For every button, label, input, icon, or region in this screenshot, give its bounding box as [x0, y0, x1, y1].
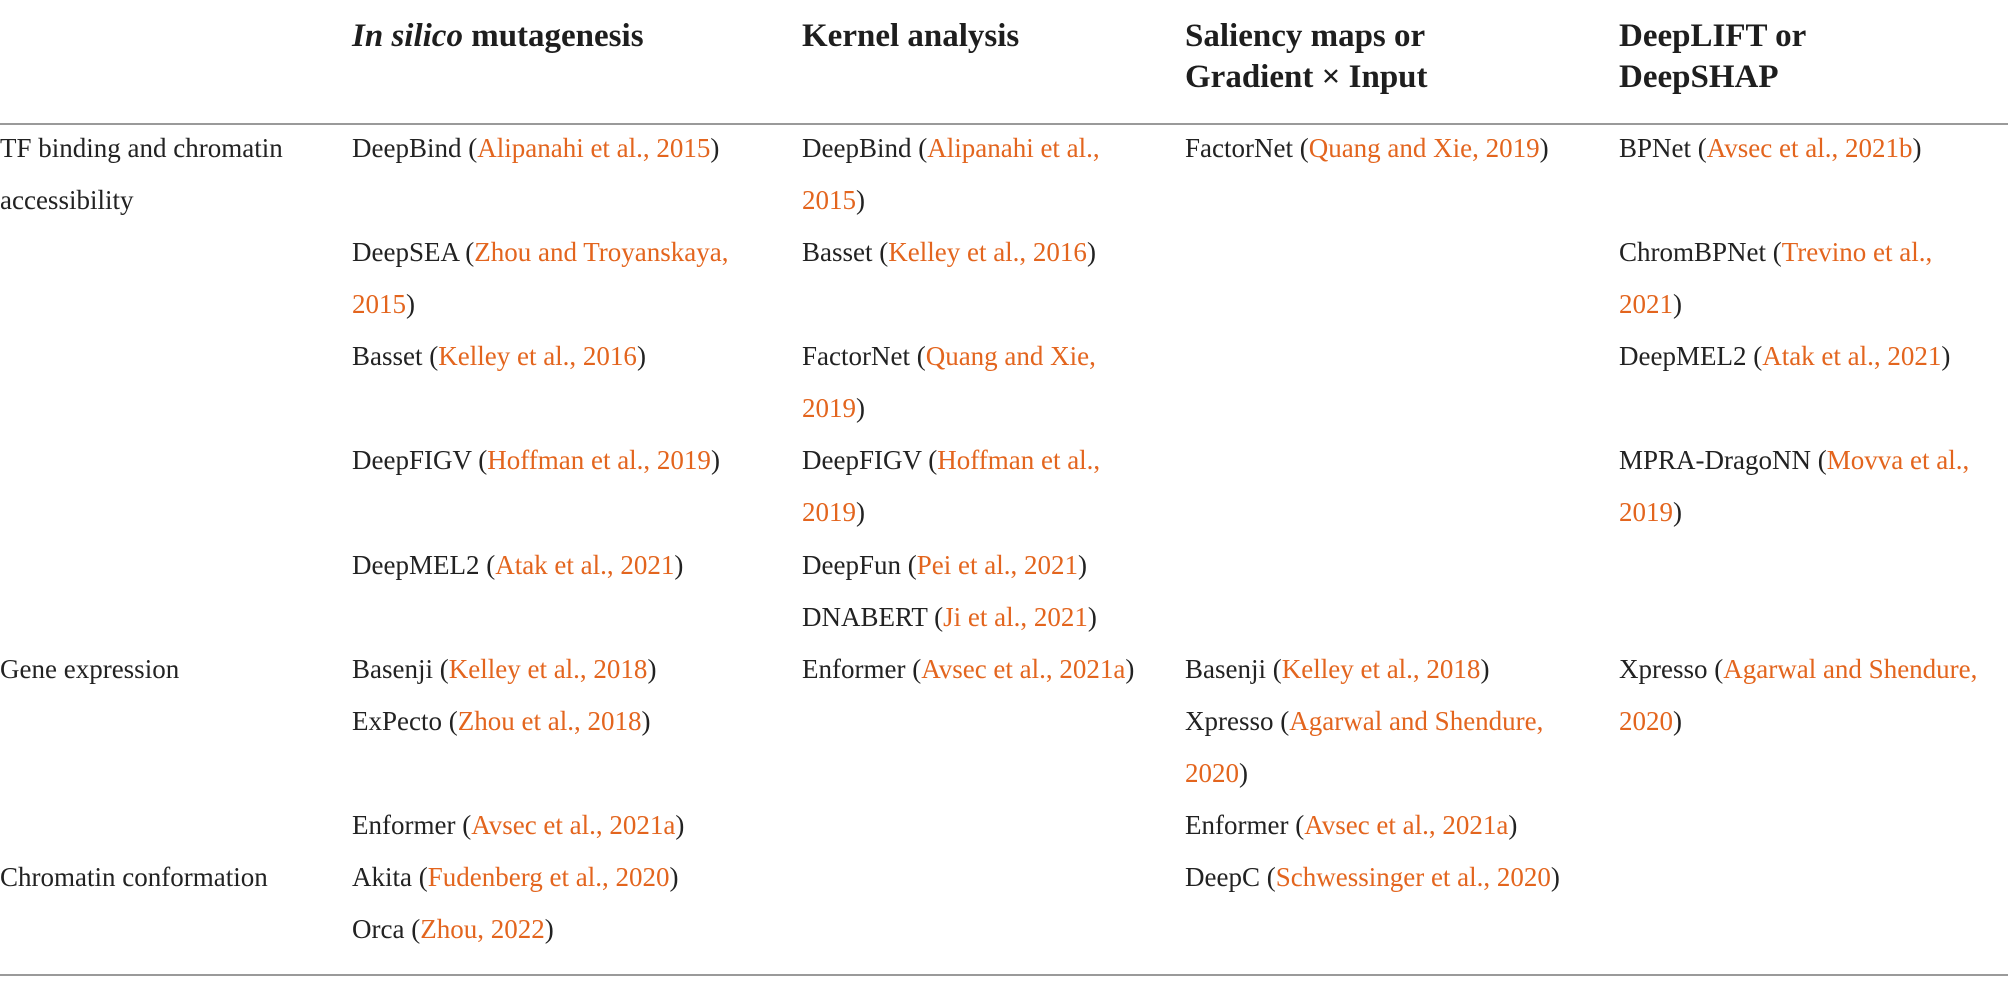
citation-link[interactable]: Avsec et al., 2021a: [1304, 810, 1509, 840]
citation-link[interactable]: Avsec et al., 2021a: [471, 810, 676, 840]
table-cell: Basset (Kelley et al., 2016): [352, 341, 646, 371]
table-cell: Xpresso (Agarwal and Shendure, 2020): [1185, 706, 1544, 788]
table-cell: BPNet (Avsec et al., 2021b): [1619, 133, 1922, 163]
table-cell: Basenji (Kelley et al., 2018): [1185, 654, 1490, 684]
citation-link[interactable]: Trevino et al., 2021: [1619, 237, 1933, 319]
row-label-gene-expression: Gene expression: [0, 654, 180, 684]
citation-link[interactable]: Avsec et al., 2021b: [1706, 133, 1913, 163]
table-cell: DeepBind (Alipanahi et al., 2015): [802, 133, 1100, 215]
citation-link[interactable]: Pei et al., 2021: [916, 550, 1078, 580]
table-cell: FactorNet (Quang and Xie, 2019): [802, 341, 1096, 423]
table-cell: DeepSEA (Zhou and Troyanskaya, 2015): [352, 237, 729, 319]
citation-link[interactable]: Hoffman et al., 2019: [487, 445, 711, 475]
citation-link[interactable]: Avsec et al., 2021a: [921, 654, 1126, 684]
citation-link[interactable]: Kelley et al., 2018: [1281, 654, 1481, 684]
row-label-chromatin-conformation: Chromatin conformation: [0, 862, 268, 892]
table-cell: DeepFIGV (Hoffman et al., 2019): [802, 445, 1101, 527]
citation-link[interactable]: Agarwal and Shendure, 2020: [1619, 654, 1978, 736]
citation-link[interactable]: Quang and Xie, 2019: [1308, 133, 1540, 163]
citation-link[interactable]: Ji et al., 2021: [943, 602, 1088, 632]
citation-link[interactable]: Quang and Xie, 2019: [802, 341, 1096, 423]
table-cell: Basenji (Kelley et al., 2018): [352, 654, 657, 684]
table-cell: MPRA-DragoNN (Movva et al., 2019): [1619, 445, 1970, 527]
bottom-rule: [0, 974, 2008, 976]
table-cell: DeepMEL2 (Atak et al., 2021): [352, 550, 684, 580]
row-label-tf-binding: TF binding and chromatin accessibility: [0, 133, 283, 215]
table-cell: Orca (Zhou, 2022): [352, 914, 554, 944]
citation-link[interactable]: Hoffman et al., 2019: [802, 445, 1101, 527]
table-cell: DeepFun (Pei et al., 2021): [802, 550, 1087, 580]
table-cell: Akita (Fudenberg et al., 2020): [352, 862, 679, 892]
table-cell: DeepMEL2 (Atak et al., 2021): [1619, 341, 1951, 371]
column-header-deeplift: DeepLIFT or DeepSHAP: [1619, 18, 1807, 95]
citation-link[interactable]: Kelley et al., 2016: [888, 237, 1087, 267]
citation-link[interactable]: Kelley et al., 2016: [438, 341, 637, 371]
table-cell: Enformer (Avsec et al., 2021a): [802, 654, 1135, 684]
citation-link[interactable]: Agarwal and Shendure, 2020: [1185, 706, 1544, 788]
table-cell: DeepC (Schwessinger et al., 2020): [1185, 862, 1560, 892]
citation-link[interactable]: Alipanahi et al., 2015: [802, 133, 1100, 215]
table-cell: DeepFIGV (Hoffman et al., 2019): [352, 445, 720, 475]
citation-link[interactable]: Zhou et al., 2018: [457, 706, 642, 736]
citation-link[interactable]: Kelley et al., 2018: [448, 654, 648, 684]
citation-link[interactable]: Zhou and Troyanskaya, 2015: [352, 237, 729, 319]
column-header-in-silico-mutagenesis: In silico mutagenesis: [352, 18, 644, 54]
citation-link[interactable]: Zhou, 2022: [420, 914, 545, 944]
table-cell: ExPecto (Zhou et al., 2018): [352, 706, 651, 736]
citation-link[interactable]: Atak et al., 2021: [495, 550, 675, 580]
citation-link[interactable]: Schwessinger et al., 2020: [1275, 862, 1551, 892]
table-cell: ChromBPNet (Trevino et al., 2021): [1619, 237, 1933, 319]
table-cell: FactorNet (Quang and Xie, 2019): [1185, 133, 1549, 163]
table-cell: Enformer (Avsec et al., 2021a): [1185, 810, 1518, 840]
table-cell: Basset (Kelley et al., 2016): [802, 237, 1096, 267]
citation-link[interactable]: Alipanahi et al., 2015: [477, 133, 711, 163]
table-cell: Enformer (Avsec et al., 2021a): [352, 810, 685, 840]
column-header-kernel-analysis: Kernel analysis: [802, 18, 1020, 54]
table-cell: DeepBind (Alipanahi et al., 2015): [352, 133, 720, 163]
citation-link[interactable]: Fudenberg et al., 2020: [427, 862, 670, 892]
table-cell: Xpresso (Agarwal and Shendure, 2020): [1619, 654, 1978, 736]
citation-link[interactable]: Atak et al., 2021: [1762, 341, 1942, 371]
column-header-saliency-maps: Saliency maps or Gradient × Input: [1185, 18, 1428, 95]
table-cell: DNABERT (Ji et al., 2021): [802, 602, 1097, 632]
citation-link[interactable]: Movva et al., 2019: [1619, 445, 1970, 527]
